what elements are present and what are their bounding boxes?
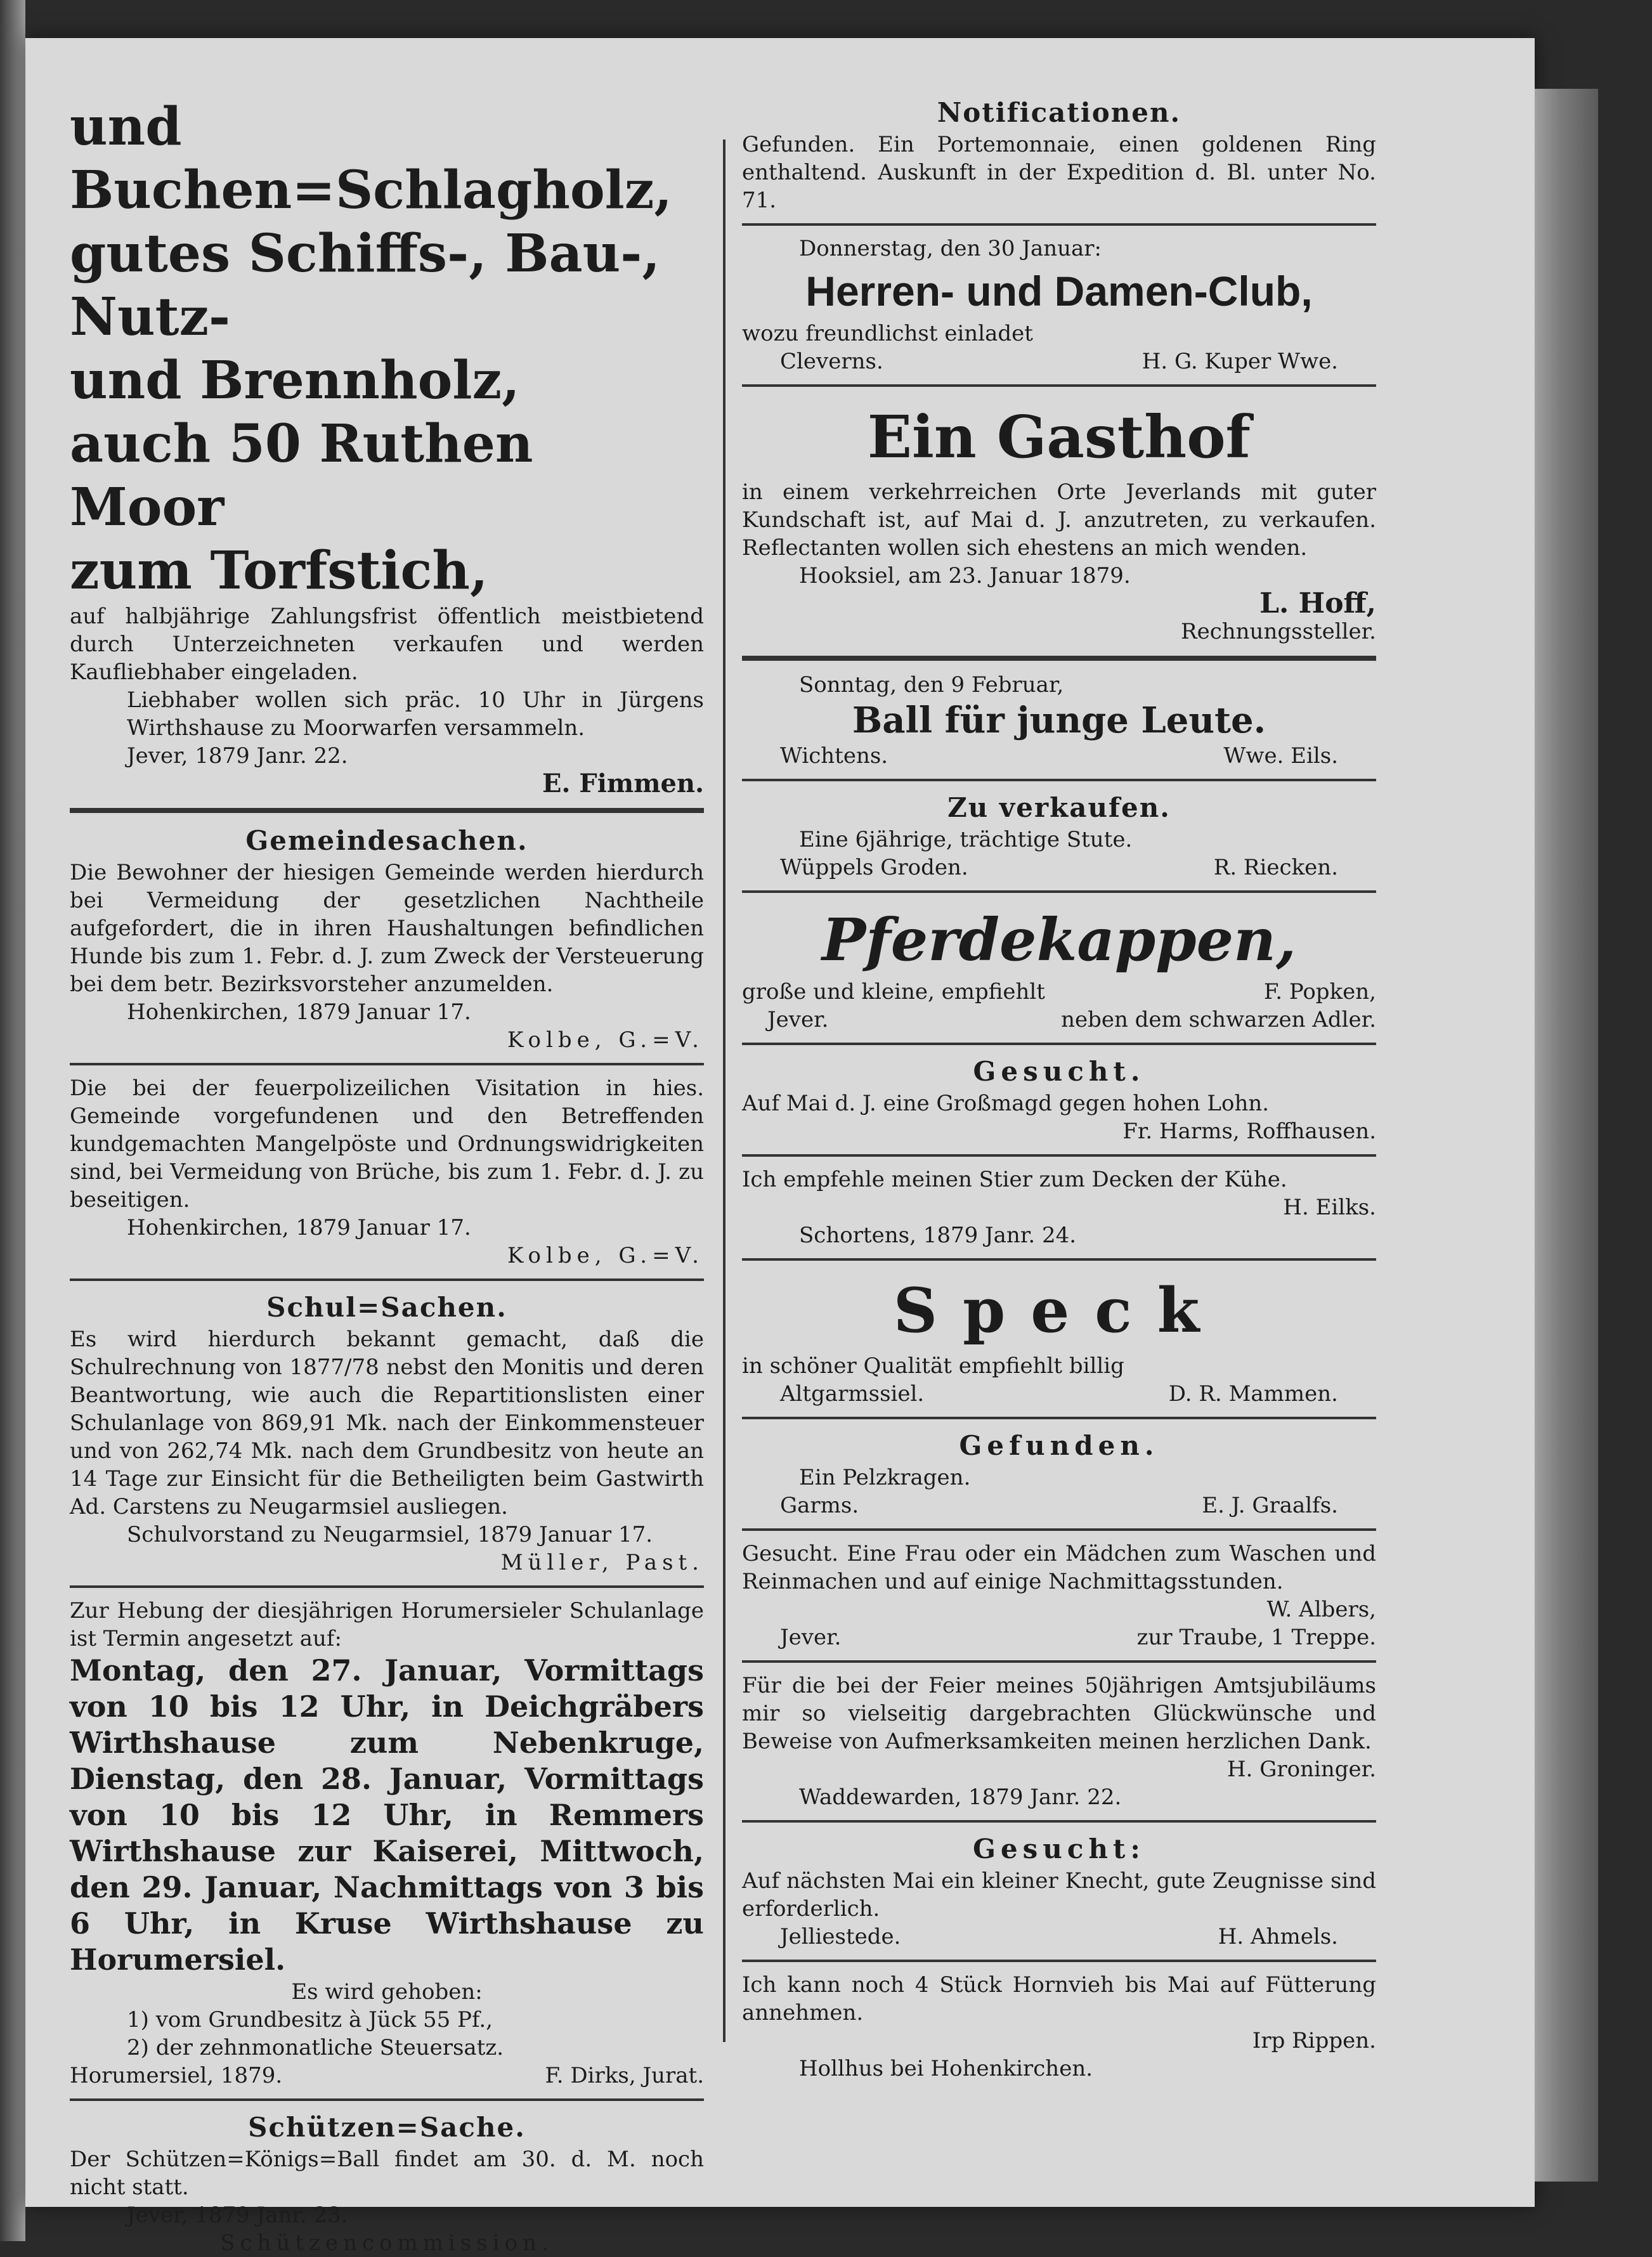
notifications xyxy=(742,95,1376,214)
frau-address: zur Traube, 1 Treppe. xyxy=(1136,1625,1376,1650)
divider xyxy=(742,779,1376,781)
divider xyxy=(742,1820,1376,1823)
divider xyxy=(70,2098,704,2101)
wood-body: auf halbjährige Zahlungsfrist öffentlich meistbietend durch Unterzeichneten verkaufen und werden Kaufliebhaber eingeladen. xyxy=(70,604,704,685)
verkaufen-body: Eine 6jährige, trächtige Stute. xyxy=(799,827,1133,852)
gefunden-body: Ein Pelzkragen. xyxy=(799,1465,971,1490)
notif-body: Gefunden. Ein Portemonnaie, einen goldenen Ring enthaltend. Auskunft in der Expedition d. Bl. unter No. 71. xyxy=(742,132,1376,213)
ball-signature: Wwe. Eils. xyxy=(1223,743,1338,769)
ball-title: Ball für junge Leute. xyxy=(852,699,1266,741)
gemeinde-signature: Kolbe, G.=V. xyxy=(507,1027,704,1053)
gefunden-place: Garms. xyxy=(780,1493,859,1518)
gemeinde-body: Die Bewohner der hiesigen Gemeinde werden hierdurch bei Vermeidung der gesetzlichen Nachtheile aufgefordert, die in ihren Haushaltungen befindlichen Hunde bis zum 1. Febr. d. J. zum Zweck der Versteuerung bei dem betr. Bezirksvorsteher anzumelden. xyxy=(70,860,704,997)
gemeinde-notice xyxy=(70,823,704,1054)
club-place: Cleverns. xyxy=(780,349,883,374)
schul-title: Schul=Sachen. xyxy=(266,1292,507,1323)
schul-date: Schulvorstand zu Neugarmsiel, 1879 Januar 17. xyxy=(127,1522,653,1547)
horum-intro: Zur Hebung der diesjährigen Horumersieler Schulanlage ist Termin angesetzt auf: xyxy=(70,1598,704,1651)
gesucht-magd-ad xyxy=(742,1054,1376,1145)
frau-body: Gesucht. Eine Frau oder ein Mädchen zum Waschen und Reinmachen und auf einige Nachmittagsstunden. xyxy=(742,1541,1376,1594)
feuer-signature: Kolbe, G.=V. xyxy=(507,1243,704,1268)
club-ad xyxy=(742,235,1376,375)
horn-signature: Irp Rippen. xyxy=(1252,2028,1376,2053)
previous-page-edge xyxy=(0,0,25,2241)
club-invite: wozu freundlichst einladet xyxy=(742,321,1033,346)
schuetzen-signature: Schützencommission. xyxy=(220,2230,554,2256)
speck-ad xyxy=(742,1270,1376,1408)
gefunden-signature: E. J. Graalfs. xyxy=(1202,1493,1338,1518)
pferdekappen-title: Pferdekappen, xyxy=(821,906,1297,974)
pferdekappen-address: neben dem schwarzen Adler. xyxy=(1061,1007,1376,1032)
divider xyxy=(70,808,704,813)
verkaufen-signature: R. Riecken. xyxy=(1213,855,1338,880)
ball-date: Sonntag, den 9 Februar, xyxy=(799,672,1064,698)
horum-item-2: 2) der zehnmonatliche Steuersatz. xyxy=(127,2035,504,2060)
pferdekappen-ad xyxy=(742,902,1376,1034)
feuer-body: Die bei der feuerpolizeilichen Visitation in hies. Gemeinde vorgefundenen und den Betreffenden kundgemachten Mangelpöste und Ordnungswidrigkeiten sind, bei Vermeidung von Brüche, bis zum 1. Febr. d. J. zu beseitigen. xyxy=(70,1076,704,1213)
wood-headline-4: auch 50 Ruthen Moor xyxy=(70,413,533,538)
ball-footer xyxy=(742,742,1376,770)
speck-signature: D. R. Mammen. xyxy=(1168,1381,1338,1407)
gesucht-frau-ad xyxy=(742,1540,1376,1651)
gesucht1-signature: Fr. Harms, Roffhausen. xyxy=(1122,1119,1376,1144)
divider xyxy=(70,1063,704,1065)
gesucht1-title: Gesucht. xyxy=(973,1056,1145,1087)
hornvieh-ad xyxy=(742,1971,1376,2083)
gesucht2-signature: H. Ahmels. xyxy=(1218,1924,1338,1949)
wood-headline-5: zum Torfstich, xyxy=(70,540,488,601)
gefunden-title: Gefunden. xyxy=(959,1430,1159,1461)
divider xyxy=(742,1960,1376,1962)
gefunden-ad xyxy=(742,1428,1376,1519)
divider xyxy=(742,1258,1376,1261)
horn-body: Ich kann noch 4 Stück Hornvieh bis Mai auf Fütterung annehmen. xyxy=(742,1972,1376,2026)
gemeinde-title: Gemeindesachen. xyxy=(245,825,528,856)
gesucht2-title: Gesucht: xyxy=(973,1833,1145,1864)
horum-schedule: Montag, den 27. Januar, Vormittags von 10 bis 12 Uhr, in Deichgräbers Wirthshause zum Nebenkruge, Dienstag, den 28. Januar, Vormittags von 10 bis 12 Uhr, in Remmers Wirthshause zur Kaiserei, Mittwoch, den 29. Januar, Nachmittags von 3 bis 6 Uhr, in Kruse Wirthshause zu Horumersiel. xyxy=(70,1653,704,1977)
dank-date: Waddewarden, 1879 Janr. 22. xyxy=(799,1785,1122,1810)
notif-title: Notificationen. xyxy=(937,97,1181,128)
stier-ad xyxy=(742,1166,1376,1249)
page-stack-edge xyxy=(1535,89,1598,2182)
divider xyxy=(742,1154,1376,1157)
schuetzen-title: Schützen=Sache. xyxy=(248,2112,526,2143)
frau-footer xyxy=(742,1623,1376,1651)
wood-headline-3: und Brennholz, xyxy=(70,350,520,411)
pferdekappen-signature: F. Popken, xyxy=(1263,979,1376,1005)
verkaufen-footer xyxy=(742,854,1376,881)
gefunden-footer xyxy=(742,1492,1376,1519)
ball-place: Wichtens. xyxy=(780,743,888,769)
horum-item-1: 1) vom Grundbesitz à Jück 55 Pf., xyxy=(127,2007,493,2033)
divider xyxy=(70,1585,704,1588)
gasthof-body: in einem verkehrreichen Orte Jeverlands mit guter Kundschaft ist, auf Mai d. J. anzutreten, zu verkaufen. Reflectanten wollen sich ehestens an mich wenden. xyxy=(742,479,1376,561)
gesucht2-place: Jelliestede. xyxy=(780,1924,901,1949)
wood-body-2: Liebhaber wollen sich präc. 10 Uhr in Jürgens Wirthshause zu Moorwarfen versammeln. xyxy=(127,687,704,741)
frau-place: Jever. xyxy=(780,1625,842,1650)
wood-date: Jever, 1879 Janr. 22. xyxy=(127,743,348,769)
divider xyxy=(742,1528,1376,1531)
horum-footer xyxy=(70,2062,704,2090)
left-column xyxy=(70,95,704,2257)
stier-body: Ich empfehle meinen Stier zum Decken der Kühe. xyxy=(742,1167,1287,1192)
gasthof-ad xyxy=(742,396,1376,646)
gasthof-title: Ein Gasthof xyxy=(867,403,1251,471)
feuer-notice xyxy=(70,1074,704,1270)
speck-title: Speck xyxy=(893,1275,1225,1346)
gemeinde-date: Hohenkirchen, 1879 Januar 17. xyxy=(127,999,471,1025)
schul-signature: Müller, Past. xyxy=(500,1550,704,1575)
gesucht-knecht-ad xyxy=(742,1831,1376,1951)
speck-footer xyxy=(742,1380,1376,1408)
schuetzen-body: Der Schützen=Königs=Ball findet am 30. d. M. noch nicht statt. xyxy=(70,2147,704,2200)
pferdekappen-body: große und kleine, empfiehlt xyxy=(742,979,1045,1005)
pferdekappen-place: Jever. xyxy=(767,1007,829,1032)
gesucht2-body: Auf nächsten Mai ein kleiner Knecht, gute Zeugnisse sind erforderlich. xyxy=(742,1868,1376,1922)
divider xyxy=(742,1043,1376,1045)
schul-body: Es wird hierdurch bekannt gemacht, daß die Schulrechnung von 1877/78 nebst den Monitis und deren Beantwortung, wie auch die Repartitionslisten einer Schulanlage von 869,91 Mk. nach der Einkommensteuer und von 262,74 Mk. nach dem Grundbesitz von heute an 14 Tage zur Einsicht für die Betheiligten beim Gastwirth Ad. Carstens zu Neugarmsiel ausliegen. xyxy=(70,1327,704,1519)
wood-signature: E. Fimmen. xyxy=(542,769,704,798)
gasthof-signature: L. Hoff, xyxy=(1259,587,1376,620)
club-date: Donnerstag, den 30 Januar: xyxy=(799,236,1102,261)
feuer-date: Hohenkirchen, 1879 Januar 17. xyxy=(127,1215,471,1240)
gesucht1-body: Auf Mai d. J. eine Großmagd gegen hohen Lohn. xyxy=(742,1091,1270,1116)
divider xyxy=(742,1660,1376,1663)
pferdekappen-footer xyxy=(742,1006,1376,1034)
wood-sale-ad xyxy=(70,95,704,798)
horn-place: Hollhus bei Hohenkirchen. xyxy=(799,2056,1093,2081)
frau-signature: W. Albers, xyxy=(1266,1597,1376,1622)
divider xyxy=(742,384,1376,387)
club-footer xyxy=(742,348,1376,375)
speck-body: in schöner Qualität empfiehlt billig xyxy=(742,1353,1124,1379)
horum-place: Horumersiel, 1879. xyxy=(70,2063,283,2088)
ball-ad xyxy=(742,671,1376,770)
gesucht2-footer xyxy=(742,1923,1376,1951)
stier-signature: H. Eilks. xyxy=(1283,1195,1376,1220)
pferdekappen-line xyxy=(742,978,1376,1006)
column-divider xyxy=(723,140,725,2042)
gasthof-date: Hooksiel, am 23. Januar 1879. xyxy=(799,563,1131,589)
horum-wird: Es wird gehoben: xyxy=(291,1979,483,2005)
divider xyxy=(742,890,1376,893)
schuetzen-date: Jever, 1879 Janr. 23. xyxy=(127,2202,348,2228)
divider xyxy=(742,223,1376,226)
speck-place: Altgarmssiel. xyxy=(780,1381,925,1407)
divider xyxy=(742,656,1376,661)
dank-body: Für die bei der Feier meines 50jährigen Amtsjubiläums mir so vielseitig dargebrachten Glückwünsche und Beweise von Aufmerksamkeiten meinen herzlichen Dank. xyxy=(742,1673,1376,1754)
schuetzen-notice xyxy=(70,2110,704,2257)
wood-headline-2: gutes Schiffs-, Bau-, Nutz- xyxy=(70,223,660,348)
right-column xyxy=(742,95,1376,2083)
schul-notice xyxy=(70,1290,704,1577)
horum-signature: F. Dirks, Jurat. xyxy=(545,2063,704,2088)
dank-ad xyxy=(742,1672,1376,1811)
club-title: Herren- und Damen-Club, xyxy=(805,268,1313,315)
club-signature: H. G. Kuper Wwe. xyxy=(1141,349,1338,374)
verkaufen-place: Wüppels Groden. xyxy=(780,855,968,880)
stier-date: Schortens, 1879 Janr. 24. xyxy=(799,1223,1077,1248)
dank-signature: H. Groninger. xyxy=(1226,1757,1376,1782)
divider xyxy=(742,1417,1376,1419)
verkaufen-title: Zu verkaufen. xyxy=(947,792,1171,823)
horumersiel-notice xyxy=(70,1597,704,2090)
gasthof-role: Rechnungssteller. xyxy=(1181,619,1376,644)
wood-headline-1: und Buchen=Schlagholz, xyxy=(70,96,672,221)
divider xyxy=(70,1278,704,1281)
verkaufen-ad xyxy=(742,790,1376,881)
